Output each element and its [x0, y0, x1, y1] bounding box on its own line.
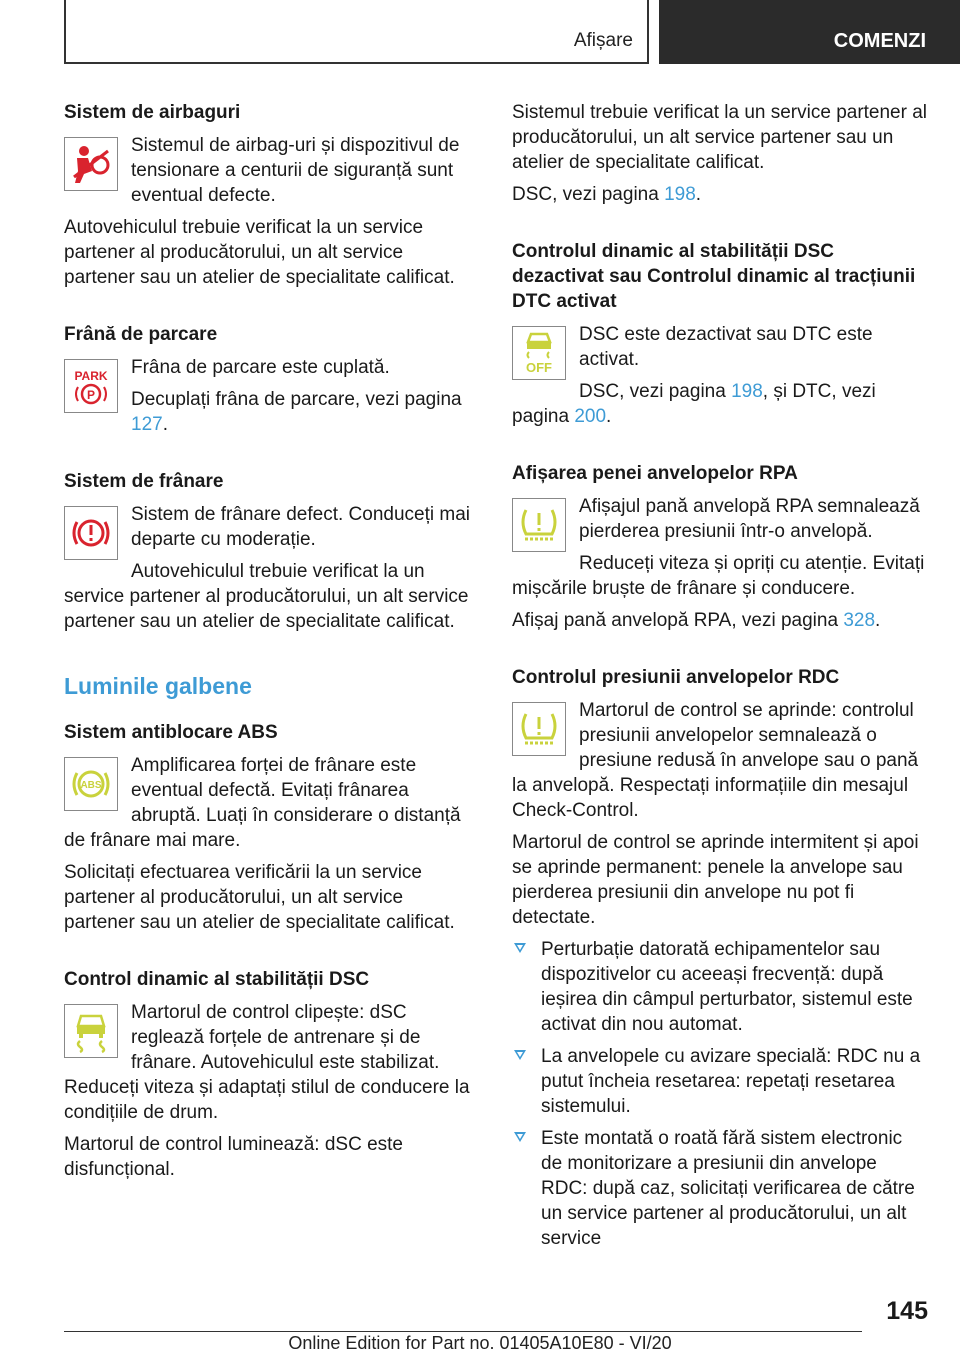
page-link-328[interactable]: 328: [843, 610, 876, 631]
rdc-text-2: Martorul de control se aprinde intermitent și apoi se aprinde permanent: penele la anvelope sau pierderea presiunii din anvelope nu pot fi detectate.: [512, 832, 919, 928]
dsc-cont-pre: DSC, vezi pagina: [512, 184, 665, 205]
rdc-bullet-2-text: La anvelopele cu avizare specială: RDC nu a putut încheia resetarea: repetați resetarea sistemului.: [541, 1046, 921, 1117]
parking-title: Frână de parcare: [64, 324, 218, 345]
rdc-bullet-3: [512, 1126, 928, 1251]
header-left-tab: [64, 0, 649, 64]
section-dsc: [64, 967, 478, 1182]
chapter-tab[interactable]: COMENZI: [659, 0, 960, 64]
page-link-127[interactable]: 127: [131, 414, 163, 435]
dsc-cont-text-2: [512, 182, 928, 207]
yellow-lights-heading: Luminile galbene: [64, 673, 252, 699]
rdc-bullet-2: [512, 1044, 928, 1119]
airbag-text-2: Autovehiculul trebuie verificat la un service partener al producătorului, un alt service partener sau un atelier de specialitate calificat.: [64, 217, 455, 288]
page-number: 145: [886, 1297, 928, 1325]
abs-icon: [64, 757, 118, 811]
tire-pressure-rdc-icon: [512, 702, 566, 756]
dsc-text-1: Martorul de control clipește: dSC reglează forțele de antrenare și de frânare. Autovehiculul este stabilizat. Reduceți viteza și adaptați stilul de conducere la condițiile de drum.: [64, 1002, 470, 1123]
left-column: [64, 100, 478, 1189]
dsc-text-2: Martorul de control luminează: dSC este disfuncțional.: [64, 1134, 403, 1180]
page-link-198b[interactable]: 198: [731, 381, 763, 402]
triangle-bullet-icon: [514, 1050, 526, 1060]
page-link-200[interactable]: 200: [574, 406, 607, 427]
dsc-off-post: .: [606, 406, 612, 427]
dsc-off-pre: DSC, vezi pagina: [579, 381, 732, 402]
dsc-cont-post: .: [695, 184, 702, 205]
park-brake-icon: [64, 359, 118, 413]
section-brake-system: [64, 469, 478, 634]
park-icon-label: PARK: [74, 369, 108, 383]
parking-text-2: [64, 387, 478, 437]
parking-text-1: Frâna de parcare este cuplată.: [131, 357, 390, 378]
section-dsc-off: [512, 239, 928, 429]
parking-text-2-post: .: [162, 414, 168, 435]
rpa-text-2: Reduceți viteza și opriți cu atenție. Evitați mișcările bruște de frânare și conducere.: [512, 553, 925, 599]
tire-pressure-icon: [512, 498, 566, 552]
svg-text:P: P: [86, 388, 96, 402]
airbag-title: Sistem de airbaguri: [64, 102, 241, 123]
rdc-bullet-3-text: Este montată o roată fără sistem electronic de monitorizare a presiunii din anvelope RDC: după caz, solicitați verificarea de către un service partener al producătorului, un alt service: [541, 1128, 915, 1249]
dsc-off-mid: , și DTC, vezi pagina: [512, 381, 876, 427]
section-airbag: [64, 100, 478, 290]
rdc-title: Controlul presiunii anvelopelor RDC: [512, 667, 840, 688]
rpa-text-3: [512, 608, 928, 633]
section-parking-brake: [64, 322, 478, 444]
footer-edition: Online Edition for Part no. 01405A10E80 - VI/20: [288, 1333, 672, 1353]
rpa-text-1: Afișajul pană anvelopă RPA semnalează pierderea presiunii într-o anvelopă.: [579, 496, 920, 542]
abs-text-2: Solicitați efectuarea verificării la un service partener al producătorului, un alt service partener sau un atelier de specialitate calificat.: [64, 862, 455, 933]
section-rpa: [512, 461, 928, 633]
brake-title: Sistem de frânare: [64, 471, 224, 492]
rdc-bullet-1: [512, 937, 928, 1037]
rpa-text-3-pre: Afișaj pană anvelopă RPA, vezi pagina: [512, 610, 844, 631]
section-rdc: [512, 665, 928, 1251]
abs-icon-label: ABS: [80, 780, 102, 791]
right-column: [512, 100, 928, 1258]
dsc-off-title: Controlul dinamic al stabilității DSC dezactivat sau Controlul dinamic al tracțiunii DTC activat: [512, 241, 916, 312]
off-icon-label: OFF: [526, 360, 552, 375]
section-abs: [64, 720, 478, 935]
rpa-title: Afișarea penei anvelopelor RPA: [512, 463, 798, 484]
brake-text-1: Sistem de frânare defect. Conduceți mai departe cu moderație.: [131, 504, 471, 550]
section-title: Afișare: [573, 30, 633, 51]
dsc-off-icon: [512, 326, 566, 380]
dsc-skid-icon: [64, 1004, 118, 1058]
rdc-text-1: Martorul de control se aprinde: controlul presiunii anvelopelor semnalează o presiune redusă în anvelope sau o pană la anvelopă. Respectați informațiile din mesajul Check-Control.: [512, 700, 919, 821]
abs-text-1: Amplificarea forței de frânare este eventual defectă. Evitați frânarea abruptă. Luați în considerare o distanță de frânare mai mare.: [64, 755, 461, 851]
page-link-198[interactable]: 198: [664, 184, 696, 205]
brake-text-2: Autovehiculul trebuie verificat la un service partener al producătorului, un alt service partener sau un atelier de specialitate calificat.: [64, 561, 469, 632]
footer-divider: [64, 1331, 862, 1332]
dsc-title: Control dinamic al stabilității DSC: [64, 969, 370, 990]
brake-warning-icon: [64, 506, 118, 560]
dsc-off-text-1: DSC este dezactivat sau DTC este activat.: [579, 324, 873, 370]
rdc-bullet-1-text: Perturbație datorată echipamentelor sau dispozitivelor cu aceeași frecvență: după ieșirea din câmpul perturbator, sistemul este activat din nou automat.: [541, 939, 913, 1035]
dsc-cont-text-1: Sistemul trebuie verificat la un service partener al producătorului, un alt service partener sau un atelier de specialitate calificat.: [512, 102, 928, 173]
triangle-bullet-icon: [514, 943, 526, 953]
abs-title: Sistem antiblocare ABS: [64, 722, 278, 743]
parking-text-2-pre: Decuplați frâna de parcare, vezi pagina: [131, 389, 462, 410]
dsc-off-text-2: [512, 379, 928, 429]
triangle-bullet-icon: [514, 1132, 526, 1142]
rpa-text-3-post: .: [875, 610, 881, 631]
airbag-warning-icon: [64, 137, 118, 191]
airbag-text-1: Sistemul de airbag-uri și dispozitivul de tensionare a centurii de siguranță sunt eventual defecte.: [131, 135, 460, 206]
